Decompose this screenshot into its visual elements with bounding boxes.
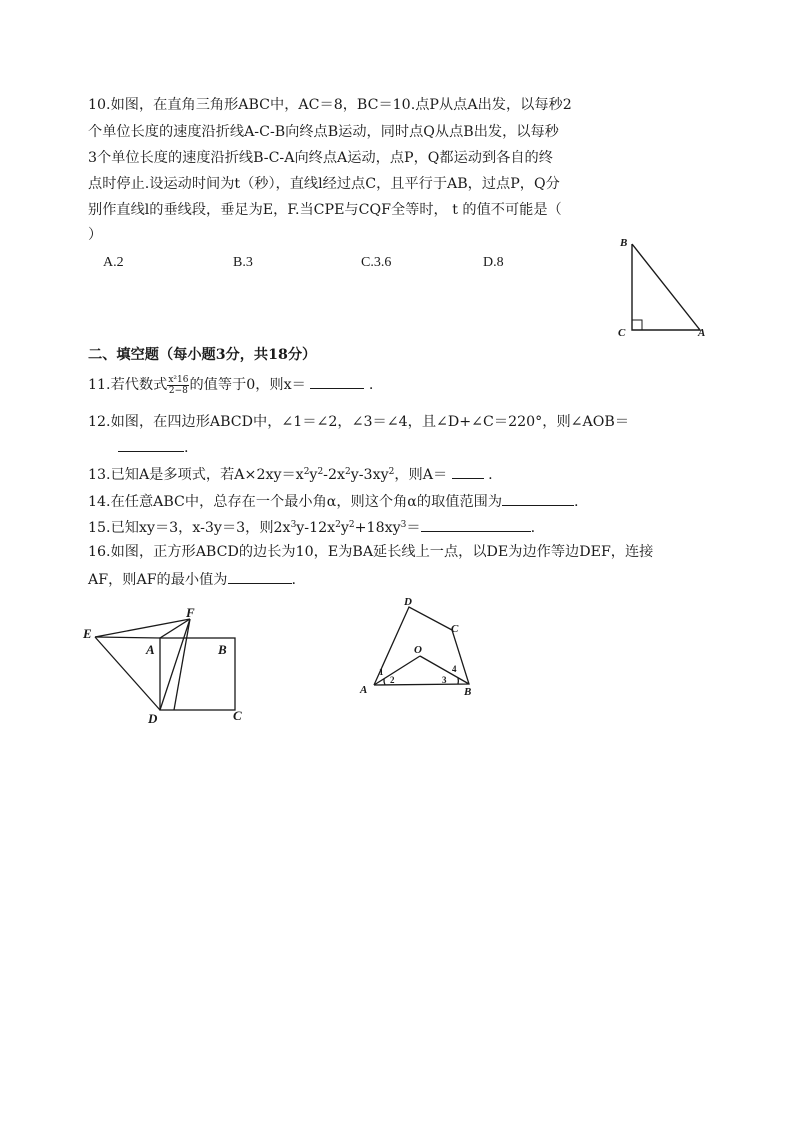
q15-answer-blank[interactable]: [421, 517, 531, 532]
q11: 11.若代数式 $\frac{\text{x²16}}{2-8}$ 的值等于0，则x＝ .: [88, 374, 374, 396]
section-heading: 二、填空题（每小题3分，共18分）: [88, 347, 317, 363]
square-figure: [78, 600, 258, 730]
q10-option-b: B.3: [233, 255, 253, 270]
q10-line-6: ）: [88, 227, 103, 243]
q10-line-3: 3个单位长度的速度沿折线B-C-A向终点A运动，点P，Q都运动到各自的终: [88, 150, 553, 166]
label-D: D: [148, 711, 158, 726]
q11-fraction: $\frac{\text{x²16}}{2-8}$: [168, 374, 189, 396]
label-C: C: [618, 327, 626, 339]
angle-4: 4: [452, 664, 457, 674]
q10-line-2: 个单位长度的速度沿折线A-C-B向终点B运动，同时点Q从点B出发，以每秒: [88, 124, 559, 140]
angle-3: 3: [442, 675, 447, 685]
q13: 13.已知A是多项式，若$A\times 2xy=x^2y^2-2x^2y-3xy^2$，则A＝ .: [88, 464, 493, 484]
q14-answer-blank[interactable]: [502, 491, 574, 506]
quadrilateral-figure: [354, 592, 494, 702]
q10-option-a: A.2: [103, 255, 124, 270]
q12-line-1: 12.如图，在四边形ABCD中，∠1＝∠2，∠3＝∠4，且∠D+∠C＝220°，则∠AOB＝: [88, 414, 630, 430]
q12-answer-blank[interactable]: [118, 437, 184, 452]
q12-line-2: .: [118, 437, 189, 457]
label-A: A: [146, 642, 155, 657]
label-A: A: [698, 327, 706, 339]
label-F: F: [186, 605, 195, 620]
q16-line-1: 16.如图，正方形ABCD的边长为10，E为BA延长线上一点，以DE为边作等边DEF，连接: [88, 544, 654, 560]
q10-line-1: 10.如图，在直角三角形ABC中，AC＝8，BC＝10.点P从点A出发，以每秒2: [88, 97, 572, 113]
q11-answer-blank[interactable]: [310, 374, 364, 389]
label-E: E: [83, 626, 92, 641]
q10-option-c: C.3.6: [361, 255, 392, 270]
label-B: B: [620, 237, 628, 249]
label-B: B: [218, 642, 227, 657]
q16-line-2: AF，则AF的最小值为 .: [88, 569, 296, 589]
label-A: A: [360, 684, 368, 696]
label-O: O: [414, 644, 422, 656]
right-triangle-figure: [612, 232, 712, 342]
label-D: D: [404, 596, 412, 608]
q15: 15.已知xy＝3，x-3y＝3，则$2x^3y-12x^2y^2+18xy^3=$ .: [88, 517, 535, 537]
angle-1: 1: [379, 667, 384, 677]
q13-answer-blank[interactable]: [452, 464, 484, 479]
label-B: B: [464, 686, 472, 698]
q14: 14.在任意ABC中，总存在一个最小角α，则这个角α的取值范围为 .: [88, 491, 579, 511]
angle-2: 2: [390, 675, 395, 685]
q10-option-d: D.8: [483, 255, 504, 270]
label-C: C: [451, 623, 459, 635]
label-C: C: [233, 708, 242, 723]
q10-line-4: 点时停止.设运动时间为t（秒），直线l经过点C，且平行于AB，过点P，Q分: [88, 176, 560, 192]
q16-answer-blank[interactable]: [228, 569, 292, 584]
q10-line-5: 别作直线l的垂线段，垂足为E，F.当CPE与CQF全等时， t 的值不可能是（: [88, 202, 562, 218]
